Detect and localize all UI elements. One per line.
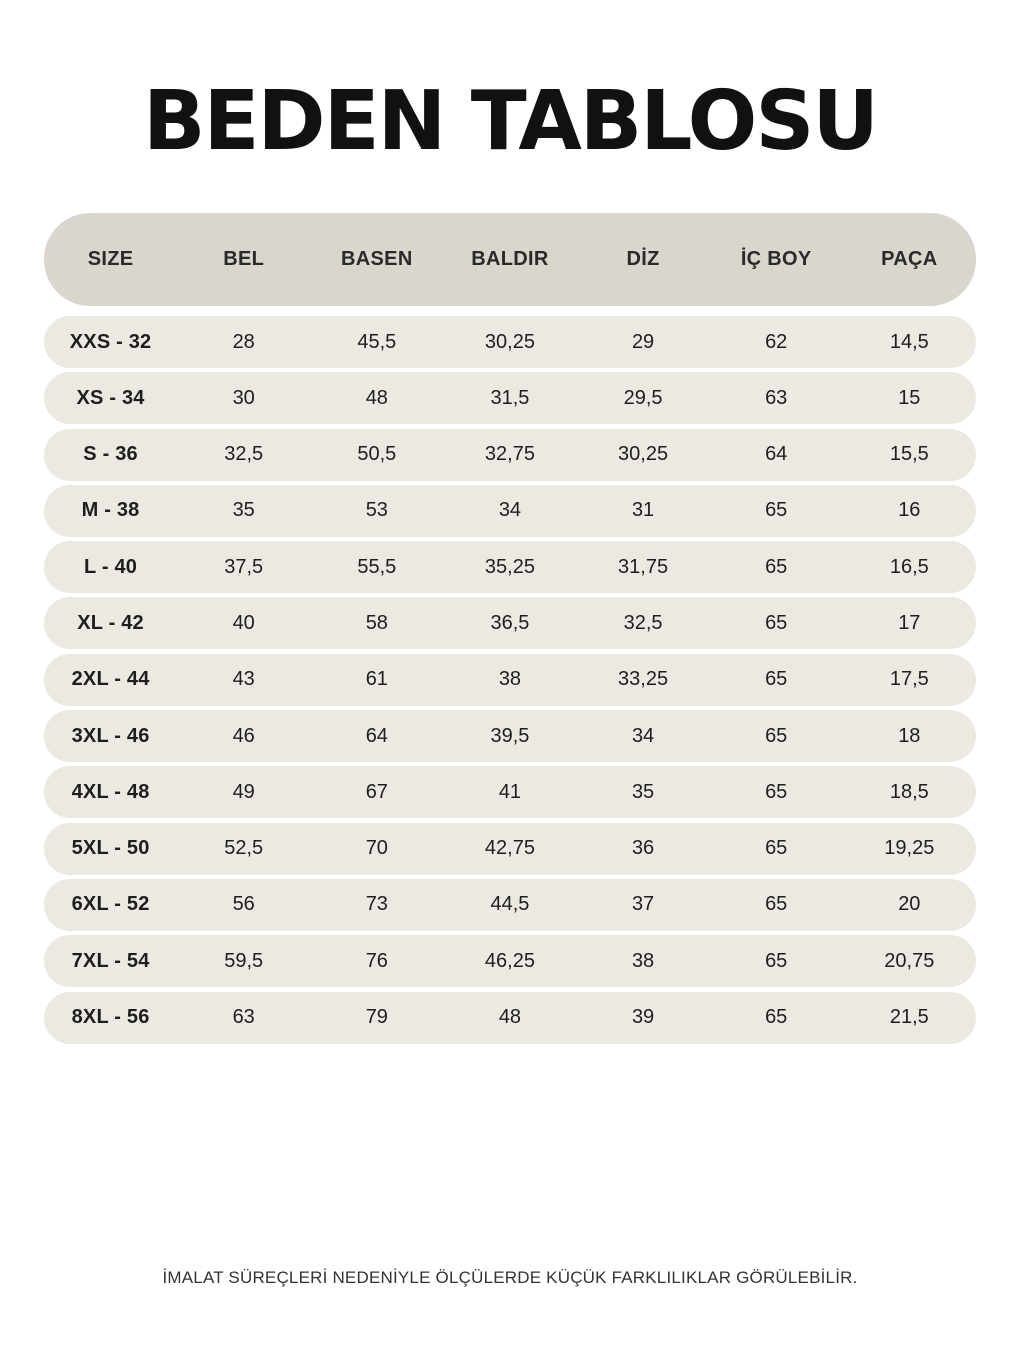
cell-bel: 56 <box>232 893 255 916</box>
cell-size: 4XL - 48 <box>71 780 150 803</box>
cell-paca: 21,5 <box>889 1006 929 1029</box>
cell-paca: 15,5 <box>889 443 929 466</box>
header-ic-boy: İÇ BOY <box>740 248 812 270</box>
cell-baldir: 38 <box>498 668 522 691</box>
cell-baldir: 41 <box>498 780 522 803</box>
cell-basen: 58 <box>365 611 388 634</box>
table-row <box>44 654 976 706</box>
cell-paca: 16,5 <box>889 555 929 578</box>
cell-bel: 46 <box>232 724 255 747</box>
cell-baldir: 30,25 <box>484 330 535 353</box>
cell-ic-boy: 65 <box>765 780 788 803</box>
cell-size: 5XL - 50 <box>71 837 150 860</box>
cell-ic-boy: 65 <box>765 499 788 522</box>
cell-baldir: 36,5 <box>490 611 530 634</box>
cell-baldir: 44,5 <box>490 893 530 916</box>
cell-paca: 20 <box>898 893 921 916</box>
cell-bel: 59,5 <box>224 949 264 972</box>
cell-basen: 73 <box>365 893 388 916</box>
cell-ic-boy: 65 <box>765 949 788 972</box>
cell-baldir: 35,25 <box>484 555 535 578</box>
cell-basen: 61 <box>365 668 388 691</box>
header-baldir: BALDIR <box>471 248 549 270</box>
cell-diz: 31 <box>631 499 655 522</box>
cell-diz: 38 <box>631 949 655 972</box>
cell-diz: 29,5 <box>623 386 663 409</box>
cell-paca: 18,5 <box>889 780 929 803</box>
cell-diz: 30,25 <box>618 443 669 466</box>
cell-bel: 37,5 <box>224 555 264 578</box>
cell-baldir: 32,75 <box>484 443 535 466</box>
cell-diz: 35 <box>631 780 655 803</box>
cell-ic-boy: 65 <box>765 724 788 747</box>
cell-ic-boy: 65 <box>765 611 788 634</box>
cell-paca: 20,75 <box>884 949 935 972</box>
cell-size: S - 36 <box>83 443 138 466</box>
cell-basen: 50,5 <box>357 443 397 466</box>
table-row <box>44 316 976 368</box>
cell-basen: 53 <box>365 499 388 522</box>
header-bel: BEL <box>223 248 265 270</box>
cell-bel: 43 <box>232 668 255 691</box>
cell-bel: 28 <box>232 330 255 353</box>
cell-size: 3XL - 46 <box>71 724 150 747</box>
cell-baldir: 39,5 <box>490 724 530 747</box>
header-paca: PAÇA <box>881 248 938 270</box>
footer-note: İMALAT SÜREÇLERİ NEDENİYLE ÖLÇÜLERDE KÜÇÜK FARKLILIKLAR GÖRÜLEBİLİR. <box>162 1268 858 1287</box>
cell-paca: 16 <box>898 499 921 522</box>
cell-bel: 35 <box>232 499 255 522</box>
header-diz: DİZ <box>626 248 660 270</box>
cell-diz: 39 <box>631 1006 655 1029</box>
table-body <box>44 316 976 1048</box>
table-row <box>44 992 976 1044</box>
table-row <box>44 372 976 424</box>
table-row <box>44 935 976 987</box>
cell-paca: 17,5 <box>889 668 929 691</box>
cell-baldir: 34 <box>498 499 522 522</box>
cell-ic-boy: 65 <box>765 893 788 916</box>
cell-basen: 70 <box>365 837 388 860</box>
table-row <box>44 541 976 593</box>
cell-size: XXS - 32 <box>69 330 152 353</box>
cell-diz: 32,5 <box>623 611 663 634</box>
cell-paca: 19,25 <box>884 837 935 860</box>
cell-diz: 29 <box>631 330 655 353</box>
cell-paca: 15 <box>898 386 921 409</box>
cell-basen: 45,5 <box>357 330 397 353</box>
cell-baldir: 31,5 <box>490 386 530 409</box>
cell-ic-boy: 65 <box>765 555 788 578</box>
cell-paca: 17 <box>898 611 921 634</box>
table-row <box>44 823 976 875</box>
table-row <box>44 429 976 481</box>
cell-basen: 67 <box>365 780 388 803</box>
cell-diz: 31,75 <box>618 555 669 578</box>
cell-basen: 79 <box>365 1006 388 1029</box>
cell-ic-boy: 62 <box>765 330 788 353</box>
cell-bel: 40 <box>232 611 255 634</box>
cell-basen: 55,5 <box>357 555 397 578</box>
cell-size: M - 38 <box>81 499 140 522</box>
cell-size: 7XL - 54 <box>71 949 150 972</box>
header-size: SIZE <box>87 248 134 270</box>
cell-basen: 64 <box>365 724 388 747</box>
cell-ic-boy: 65 <box>765 668 788 691</box>
cell-ic-boy: 65 <box>765 1006 788 1029</box>
cell-diz: 36 <box>631 837 655 860</box>
table-row <box>44 710 976 762</box>
cell-size: 6XL - 52 <box>71 893 150 916</box>
cell-diz: 33,25 <box>618 668 669 691</box>
cell-bel: 63 <box>232 1006 255 1029</box>
cell-baldir: 46,25 <box>484 949 535 972</box>
cell-paca: 14,5 <box>889 330 929 353</box>
cell-size: XL - 42 <box>77 611 144 634</box>
cell-basen: 76 <box>365 949 388 972</box>
cell-ic-boy: 64 <box>765 443 788 466</box>
table-row <box>44 597 976 649</box>
cell-size: XS - 34 <box>76 386 145 409</box>
cell-diz: 34 <box>631 724 655 747</box>
table-header <box>44 213 976 306</box>
cell-ic-boy: 65 <box>765 837 788 860</box>
cell-baldir: 42,75 <box>484 837 535 860</box>
table-row <box>44 879 976 931</box>
cell-size: 8XL - 56 <box>71 1006 150 1029</box>
cell-baldir: 48 <box>498 1006 522 1029</box>
table-row <box>44 766 976 818</box>
cell-paca: 18 <box>898 724 921 747</box>
cell-bel: 52,5 <box>224 837 264 860</box>
page-title: BEDEN TABLOSU <box>143 74 877 169</box>
cell-basen: 48 <box>365 386 388 409</box>
cell-bel: 49 <box>232 780 255 803</box>
table-row <box>44 485 976 537</box>
cell-size: 2XL - 44 <box>71 668 150 691</box>
cell-bel: 30 <box>232 386 255 409</box>
cell-diz: 37 <box>631 893 655 916</box>
header-basen: BASEN <box>341 248 413 270</box>
cell-size: L - 40 <box>84 555 138 578</box>
cell-ic-boy: 63 <box>765 386 788 409</box>
cell-bel: 32,5 <box>224 443 264 466</box>
